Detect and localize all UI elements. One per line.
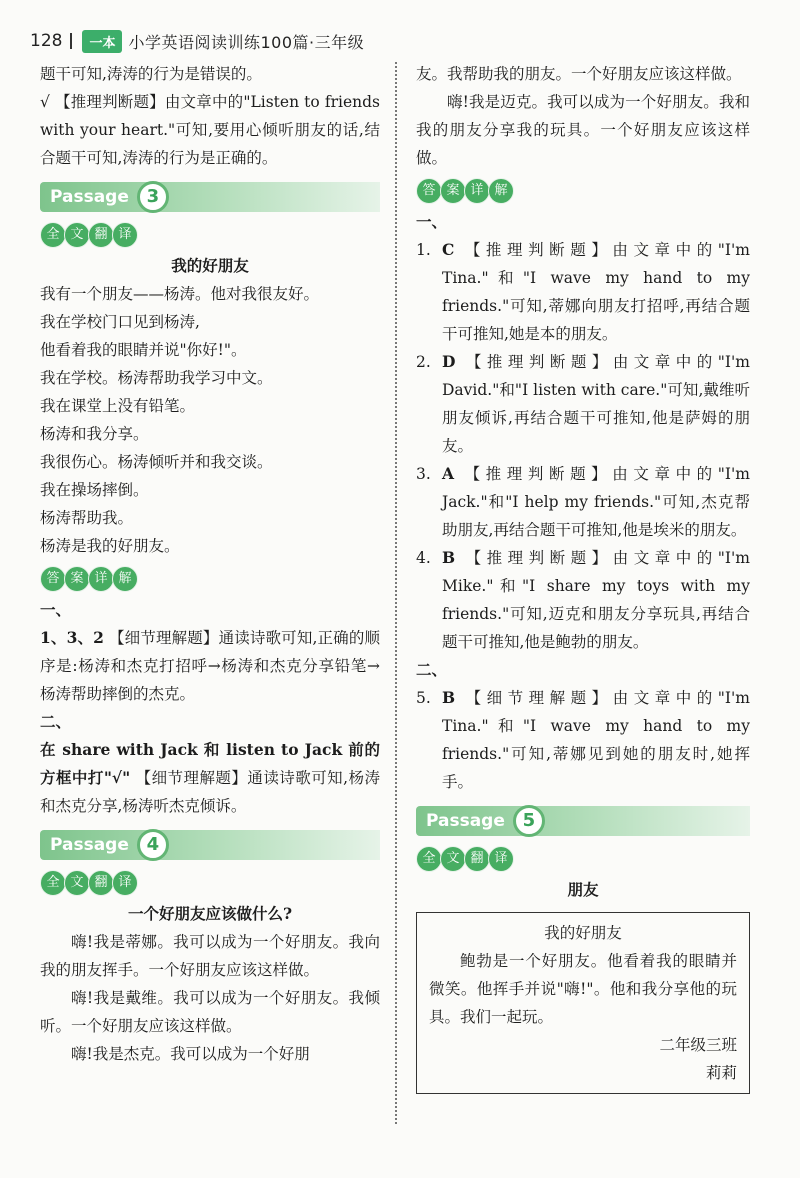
column-divider — [395, 62, 397, 1124]
answer-item — [416, 460, 750, 544]
passage-label: Passage — [426, 811, 505, 831]
answer-number: 2. — [416, 353, 431, 371]
poem-line: 杨涛和我分享。 — [40, 425, 149, 443]
answer-text: 【细节理解题】由文章中的"I'm Tina."和"I wave my hand to my friends."可知,蒂娜见到她的朋友时,她挥手。 — [442, 689, 750, 791]
badge-answer-detail — [40, 566, 380, 592]
answer-text: 【推理判断题】由文章中的"I'm Tina."和"I wave my hand to my friends."可知,蒂娜向朋友打招呼,再结合题干可推知,她是本的朋友。 — [442, 241, 750, 343]
answer-letter: B — [442, 688, 456, 707]
poem-line: 我在操场摔倒。 — [40, 481, 149, 499]
poem-line: 杨涛是我的好朋友。 — [40, 537, 180, 555]
badge-char: 翻 — [88, 870, 114, 896]
badge-char: 案 — [64, 566, 90, 592]
passage-number: 3 — [137, 181, 169, 213]
book-logo: 一本 — [82, 30, 122, 53]
essay-author: 莉莉 — [705, 1064, 737, 1082]
paragraph: 友。我帮助我的朋友。一个好朋友应该这样做。 — [416, 65, 742, 83]
answer-number: 1. — [416, 241, 431, 259]
book-title: 小学英语阅读训练100篇·三年级 — [128, 32, 365, 52]
page-header — [30, 28, 364, 54]
section-heading: 一、 — [416, 212, 448, 231]
answer-letter: B — [442, 548, 456, 567]
section-heading: 二、 — [416, 660, 448, 679]
essay-text: 鲍勃是一个好朋友。他看着我的眼睛并微笑。他挥手并说"嗨!"。他和我分享他的玩具。我们一起玩。 — [429, 952, 737, 1026]
answer-key: 1、3、2 — [40, 628, 104, 647]
answer-item — [416, 684, 750, 796]
section-heading: 二、 — [40, 712, 72, 731]
passage-4-title: 一个好朋友应该做什么? — [127, 904, 293, 923]
answer-number: 4. — [416, 549, 431, 567]
intro-answer: √ 【推理判断题】由文章中的"Listen to friends with your heart."可知,要用心倾听朋友的话,结合题干可知,涛涛的行为是正确的。 — [40, 93, 380, 167]
passage-5-header — [416, 804, 750, 838]
badge-char: 案 — [440, 178, 466, 204]
badge-char: 答 — [416, 178, 442, 204]
badge-full-translation — [40, 222, 380, 248]
passage-number: 5 — [513, 805, 545, 837]
badge-char: 解 — [488, 178, 514, 204]
answer-item — [416, 236, 750, 348]
badge-char: 文 — [64, 222, 90, 248]
badge-char: 全 — [40, 222, 66, 248]
poem-line: 他看着我的眼睛并说"你好!"。 — [40, 341, 247, 359]
answer-2 — [40, 736, 380, 820]
passage-label: Passage — [50, 187, 129, 207]
section-heading: 一、 — [40, 600, 72, 619]
answer-letter: D — [442, 352, 456, 371]
paragraph: 嗨!我是迈克。我可以成为一个好朋友。我和我的朋友分享我的玩具。一个好朋友应该这样做。 — [416, 93, 750, 167]
answer-letter: A — [442, 464, 455, 483]
left-column — [40, 60, 380, 1068]
essay-box — [416, 912, 750, 1094]
badge-char: 翻 — [88, 222, 114, 248]
poem-line: 我在学校门口见到杨涛, — [40, 313, 200, 331]
answer-item — [416, 544, 750, 656]
badge-char: 详 — [88, 566, 114, 592]
poem-line: 我在学校。杨涛帮助我学习中文。 — [40, 369, 273, 387]
essay-title: 我的好朋友 — [544, 924, 622, 942]
right-column — [416, 60, 750, 1094]
badge-char: 文 — [64, 870, 90, 896]
poem-line: 我有一个朋友——杨涛。他对我很友好。 — [40, 285, 320, 303]
answer-key: 在 share with Jack 和 listen to Jack 前的方框中打"√" — [40, 740, 380, 787]
passage-number: 4 — [137, 829, 169, 861]
badge-char: 译 — [112, 870, 138, 896]
paragraph: 嗨!我是戴维。我可以成为一个好朋友。我倾听。一个好朋友应该这样做。 — [40, 989, 380, 1035]
answer-number: 5. — [416, 689, 431, 707]
poem-line: 我很伤心。杨涛倾听并和我交谈。 — [40, 453, 273, 471]
badge-char: 翻 — [464, 846, 490, 872]
paragraph: 嗨!我是杰克。我可以成为一个好朋 — [71, 1045, 310, 1063]
passage-5-title: 朋友 — [567, 880, 599, 899]
poem-line: 我在课堂上没有铅笔。 — [40, 397, 196, 415]
badge-char: 解 — [112, 566, 138, 592]
answer-text: 【细节理解题】通读诗歌可知,杨涛和杰克分享,杨涛听杰克倾诉。 — [40, 769, 380, 815]
badge-char: 全 — [40, 870, 66, 896]
badge-char: 全 — [416, 846, 442, 872]
answer-letter: C — [442, 240, 455, 259]
passage-label: Passage — [50, 835, 129, 855]
passage-3-header — [40, 180, 380, 214]
essay-class: 二年级三班 — [659, 1036, 737, 1054]
answer-text: 【推理判断题】由文章中的"I'm Mike."和"I share my toys with my friends."可知,迈克和朋友分享玩具,再结合题干可推知,他是鲍勃的朋友。 — [442, 549, 750, 651]
answer-item — [416, 348, 750, 460]
badge-full-translation — [416, 846, 750, 872]
poem-title: 我的好朋友 — [171, 256, 249, 275]
badge-char: 译 — [112, 222, 138, 248]
badge-answer-detail — [416, 178, 750, 204]
badge-char: 详 — [464, 178, 490, 204]
intro-line: 题干可知,涛涛的行为是错误的。 — [40, 65, 262, 83]
poem-line: 杨涛帮助我。 — [40, 509, 134, 527]
page-number: 128 — [30, 31, 63, 51]
answer-1 — [40, 624, 380, 708]
passage-4-header — [40, 828, 380, 862]
answer-text: 【推理判断题】由文章中的"I'm David."和"I listen with care."可知,戴维听朋友倾诉,再结合题干可推知,他是萨姆的朋友。 — [442, 353, 750, 455]
paragraph: 嗨!我是蒂娜。我可以成为一个好朋友。我向我的朋友挥手。一个好朋友应该这样做。 — [40, 933, 380, 979]
badge-char: 译 — [488, 846, 514, 872]
answer-text: 【推理判断题】由文章中的"I'm Jack."和"I help my friends."可知,杰克帮助朋友,再结合题干可推知,他是埃米的朋友。 — [442, 465, 750, 539]
badge-char: 文 — [440, 846, 466, 872]
badge-full-translation — [40, 870, 380, 896]
header-divider — [70, 33, 72, 49]
answer-text: 【细节理解题】通读诗歌可知,正确的顺序是:杨涛和杰克打招呼→杨涛和杰克分享铅笔→杨涛帮助摔倒的杰克。 — [40, 629, 380, 703]
badge-char: 答 — [40, 566, 66, 592]
answer-number: 3. — [416, 465, 431, 483]
